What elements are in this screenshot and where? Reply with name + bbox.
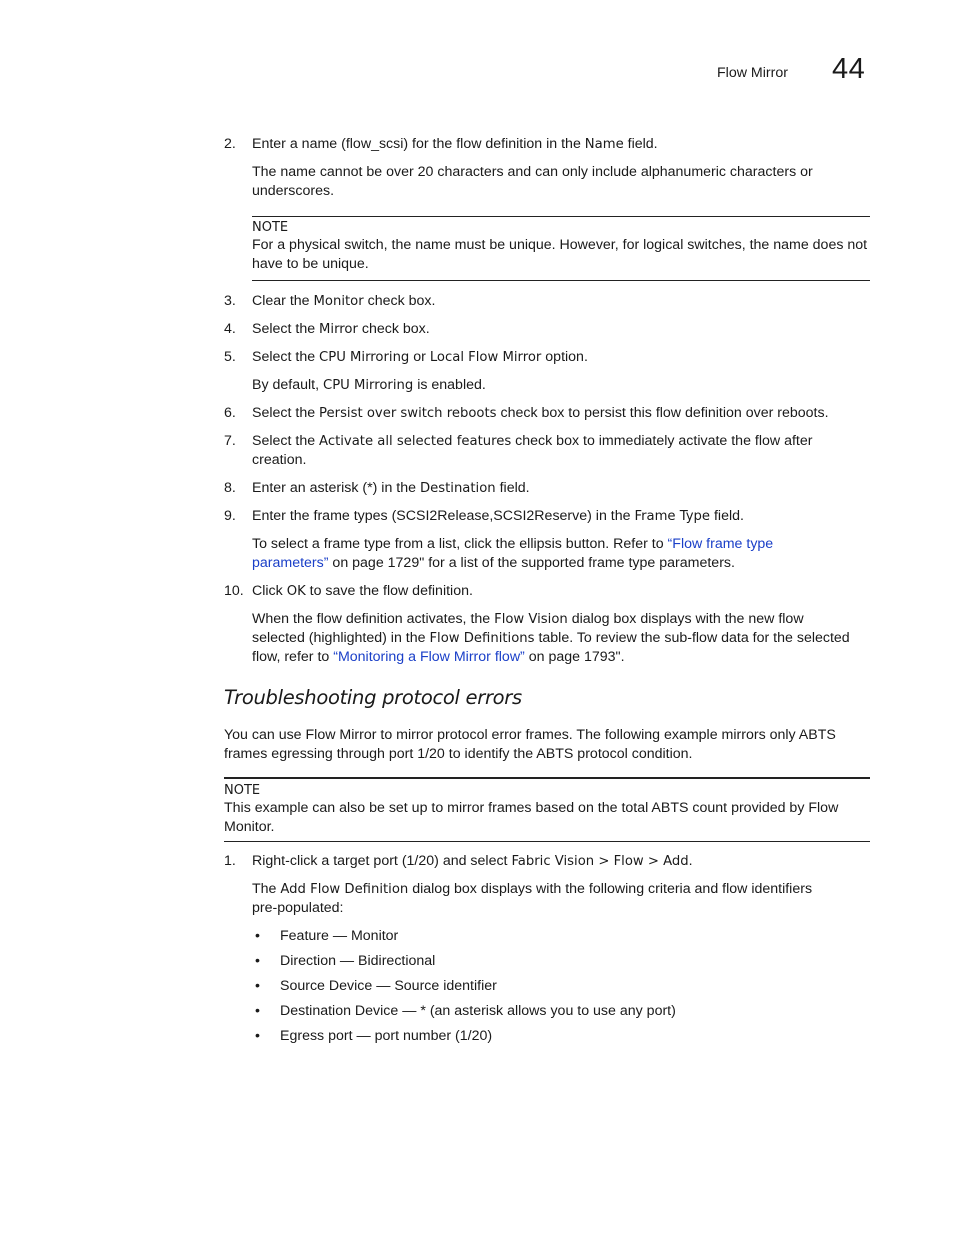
step-number: 9. (224, 508, 236, 524)
bullet-glyph: • (255, 1028, 260, 1044)
note-label: NOTE (252, 220, 289, 235)
ui-term: CPU Mirroring (319, 350, 410, 365)
bullet-glyph: • (255, 1003, 260, 1019)
ui-term: OK (286, 584, 306, 599)
list-item: Source Device — Source identifier (280, 978, 497, 994)
ui-term: Add Flow Definition (280, 882, 409, 897)
xref-link[interactable]: “Flow frame type (667, 536, 774, 552)
note-bottom-rule (224, 841, 870, 842)
running-header-title: Flow Mirror (717, 65, 788, 81)
step-number: 3. (224, 293, 236, 309)
ui-term: Destination (419, 481, 496, 496)
bullet-glyph: • (255, 978, 260, 994)
note-bottom-rule (252, 280, 870, 281)
step-text: Select the Persist over switch reboots check box to persist this flow definition over reboots. (252, 405, 829, 421)
ui-term: Monitor (313, 294, 364, 309)
step-paragraph: The Add Flow Definition dialog box displays with the following criteria and flow identifiers pre-populated: (252, 881, 813, 916)
step-number: 6. (224, 405, 236, 421)
section-heading: Troubleshooting protocol errors (224, 686, 522, 709)
ui-term: Name (584, 137, 624, 152)
step-text: Enter the frame types (SCSI2Release,SCSI2Reserve) in the Frame Type field. (252, 508, 744, 524)
step-paragraph: By default, CPU Mirroring is enabled. (252, 377, 486, 393)
step-text: Select the Mirror check box. (252, 321, 430, 337)
list-item: Feature — Monitor (280, 928, 399, 944)
step-number: 4. (224, 321, 236, 337)
chapter-number: 44 (832, 53, 866, 85)
bullet-glyph: • (255, 928, 260, 944)
note-label: NOTE (224, 783, 261, 798)
note-top-rule (224, 777, 870, 779)
ui-term: Flow Definitions (429, 631, 535, 646)
step-text: Enter a name (flow_scsi) for the flow definition in the Name field. (252, 136, 658, 152)
note-text: This example can also be set up to mirror frames based on the total ABTS count provided by Flow Monitor. (224, 800, 839, 835)
ui-term: Flow Vision (494, 612, 568, 627)
ui-term: Local Flow Mirror (429, 350, 542, 365)
bullet-glyph: • (255, 953, 260, 969)
xref-link[interactable]: “Monitoring a Flow Mirror flow” (333, 649, 525, 665)
ui-term: Mirror (319, 322, 358, 337)
note-text: For a physical switch, the name must be unique. However, for logical switches, the name does not have to be unique. (252, 237, 868, 272)
step-number: 7. (224, 433, 236, 449)
step-paragraph: When the flow definition activates, the Flow Vision dialog box displays with the new flow selected (highlighted) in the Flow Definitions table. To review the sub-flow data for the selected flow, refer to “Monitoring a Flow Mirror flow” on page 1793". (252, 611, 850, 665)
note-top-rule (252, 216, 870, 217)
step-number: 8. (224, 480, 236, 496)
step-number: 5. (224, 349, 236, 365)
step-number: 10. (224, 583, 244, 599)
step-number: 1. (224, 853, 236, 869)
ui-term: Fabric Vision > Flow > Add (511, 854, 689, 869)
ui-term: Activate all selected features (319, 434, 512, 449)
list-item: Destination Device — * (an asterisk allows you to use any port) (280, 1003, 676, 1019)
xref-link[interactable]: parameters” (252, 555, 329, 571)
step-paragraph: To select a frame type from a list, click the ellipsis button. Refer to “Flow frame type parameters” on page 1729" for a list of the supported frame type parameters. (252, 536, 774, 571)
step-text: Select the CPU Mirroring or Local Flow Mirror option. (252, 349, 588, 365)
ui-term: Frame Type (634, 509, 711, 524)
step-text: Right-click a target port (1/20) and select Fabric Vision > Flow > Add. (252, 853, 693, 869)
step-text: Clear the Monitor check box. (252, 293, 436, 309)
step-text: Select the Activate all selected features check box to immediately activate the flow after creation. (252, 433, 813, 468)
step-text: Click OK to save the flow definition. (252, 583, 473, 599)
list-item: Direction — Bidirectional (280, 953, 436, 969)
step-paragraph: The name cannot be over 20 characters and can only include alphanumeric characters or underscores. (252, 164, 813, 199)
step-number: 2. (224, 136, 236, 152)
ui-term: Persist over switch reboots (319, 406, 497, 421)
ui-term: CPU Mirroring (322, 378, 414, 393)
section-intro: You can use Flow Mirror to mirror protocol error frames. The following example mirrors only ABTS frames egressing through port 1/20 to identify the ABTS protocol condition. (224, 727, 836, 762)
step-text: Enter an asterisk (*) in the Destination field. (252, 480, 530, 496)
list-item: Egress port — port number (1/20) (280, 1028, 493, 1044)
